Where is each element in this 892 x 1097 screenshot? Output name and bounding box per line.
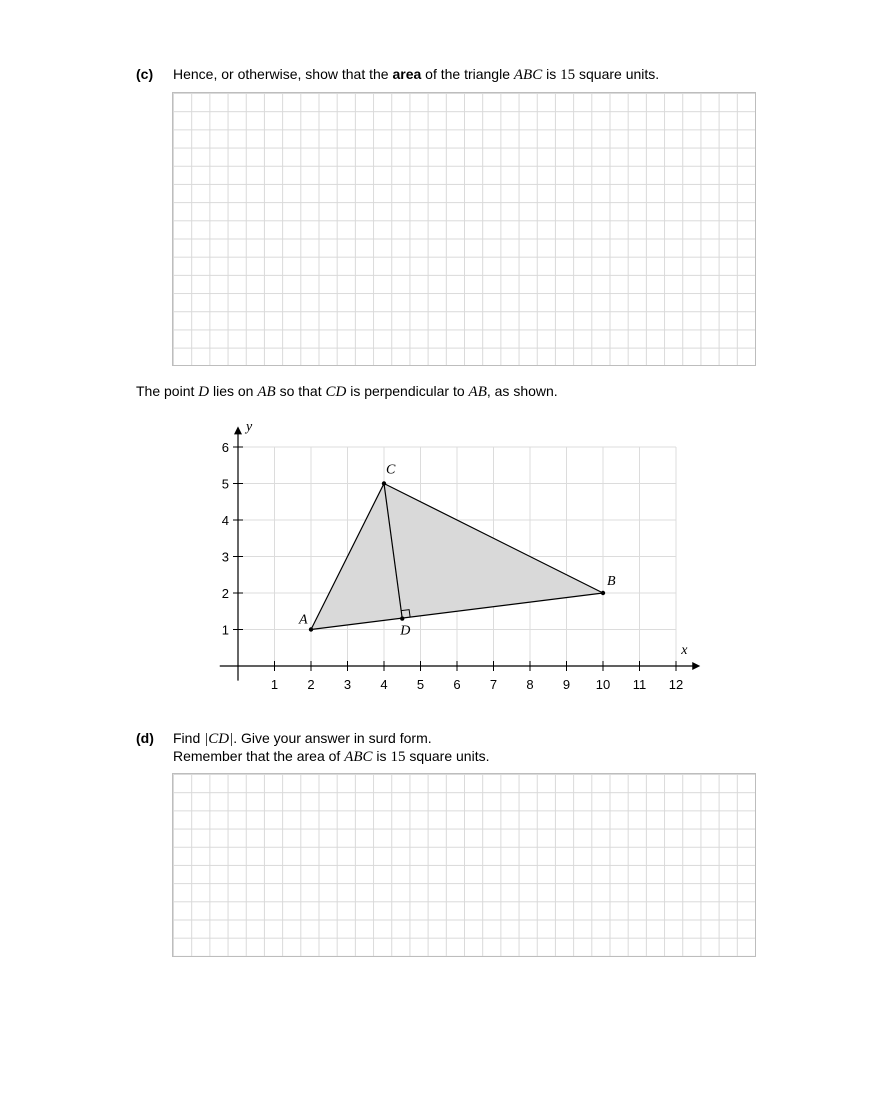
statement-ab-2: AB bbox=[468, 384, 487, 400]
statement-t1: The point bbox=[136, 383, 199, 399]
x-tick-label: 3 bbox=[343, 677, 352, 692]
x-tick-label: 12 bbox=[668, 677, 684, 692]
x-axis-arrow bbox=[692, 662, 700, 670]
part-c-text-4: square units. bbox=[575, 66, 660, 82]
triangle-figure bbox=[0, 420, 892, 740]
statement-t4: is perpendicular to bbox=[346, 383, 469, 399]
statement-t5: , as shown. bbox=[486, 383, 558, 399]
statement-t3: so that bbox=[275, 383, 326, 399]
part-d-t1: Find bbox=[173, 730, 205, 746]
part-c-answer-grid[interactable] bbox=[172, 92, 756, 366]
part-c-num-15: 15 bbox=[560, 67, 576, 83]
x-tick-label: 5 bbox=[416, 677, 425, 692]
part-d-label: (d) bbox=[136, 730, 154, 746]
y-tick-label: 2 bbox=[221, 586, 229, 601]
x-tick-label: 7 bbox=[489, 677, 498, 692]
x-tick-label: 11 bbox=[632, 677, 647, 692]
point-c bbox=[382, 481, 386, 485]
point-label-d: D bbox=[400, 623, 411, 639]
part-c-label: (c) bbox=[136, 66, 154, 82]
statement-ab-1: AB bbox=[257, 384, 276, 400]
point-a bbox=[309, 627, 313, 631]
part-c-text-1: Hence, or otherwise, show that the bbox=[173, 66, 393, 82]
statement-text bbox=[136, 383, 558, 401]
y-tick-label: 5 bbox=[221, 476, 229, 492]
y-tick-label: 6 bbox=[221, 440, 229, 455]
point-label-c: C bbox=[386, 462, 396, 478]
x-tick-label: 1 bbox=[270, 677, 279, 692]
y-axis-arrow bbox=[234, 426, 242, 434]
point-b bbox=[601, 591, 605, 595]
part-c-question bbox=[173, 66, 659, 84]
x-tick-label: 8 bbox=[526, 677, 534, 692]
x-tick-label: 6 bbox=[453, 677, 461, 692]
y-tick-label: 1 bbox=[221, 622, 229, 638]
part-d-t2: . Give your answer in surd form. bbox=[233, 730, 432, 746]
statement-t2: lies on bbox=[209, 383, 258, 399]
statement-cd: CD bbox=[325, 384, 347, 400]
part-d-answer-grid[interactable] bbox=[172, 773, 756, 957]
part-d-num-15: 15 bbox=[390, 749, 406, 765]
part-c-text-bold: area bbox=[392, 66, 422, 82]
y-tick-label: 3 bbox=[221, 549, 229, 565]
part-d-line2-b: is bbox=[372, 748, 391, 764]
part-d-line2-c: square units. bbox=[405, 748, 490, 764]
statement-d: D bbox=[198, 384, 210, 400]
x-tick-label: 2 bbox=[307, 677, 315, 692]
part-c-math-abc: ABC bbox=[513, 67, 543, 83]
point-label-a: A bbox=[299, 612, 308, 628]
x-axis-label: x bbox=[681, 643, 688, 658]
part-d-cd-abs: |CD| bbox=[204, 731, 234, 747]
point-d bbox=[400, 616, 404, 620]
x-tick-label: 10 bbox=[595, 677, 611, 692]
part-c-text-2: of the triangle bbox=[421, 66, 514, 82]
part-d-question-line-2 bbox=[173, 748, 490, 766]
point-label-b: B bbox=[607, 574, 616, 589]
x-tick-label: 9 bbox=[562, 677, 571, 692]
part-c-text-3: is bbox=[542, 66, 561, 82]
part-d-math-abc: ABC bbox=[344, 749, 373, 765]
y-axis-label: y bbox=[246, 420, 253, 435]
x-tick-label: 4 bbox=[380, 677, 388, 692]
part-d-question-line-1 bbox=[173, 730, 432, 748]
y-tick-label: 4 bbox=[221, 513, 229, 528]
part-d-line2-a: Remember that the area of bbox=[173, 748, 345, 764]
